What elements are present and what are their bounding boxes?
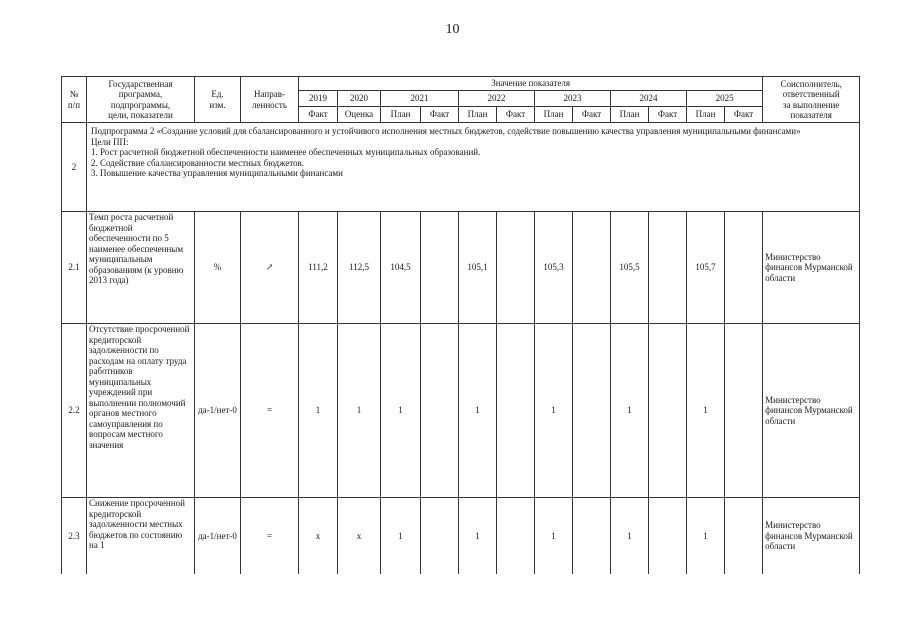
row-value: 1 [611, 498, 649, 574]
row-value [725, 324, 763, 498]
row-direction: ↗ [241, 212, 299, 324]
row-num: 2.1 [62, 212, 87, 324]
header-year-2023: 2023 [535, 91, 611, 107]
row-direction: = [241, 498, 299, 574]
row-num: 2.3 [62, 498, 87, 574]
row-value [649, 324, 687, 498]
header-sub: План [381, 107, 421, 123]
row-value: 1 [338, 324, 381, 498]
header-sub: План [535, 107, 573, 123]
header-name: Государственная программа, подпрограммы, цели, показатели [87, 77, 195, 123]
row-value: 111,2 [299, 212, 338, 324]
row-value [421, 212, 459, 324]
row-responsible: Министерство финансов Мурманской области [763, 324, 860, 498]
row-value: х [338, 498, 381, 574]
row-value [421, 498, 459, 574]
header-sub: Оценка [338, 107, 381, 123]
row-value: 112,5 [338, 212, 381, 324]
table-row [62, 498, 860, 574]
row-value [649, 498, 687, 574]
row-value [497, 498, 535, 574]
row-value: 105,7 [687, 212, 725, 324]
row-unit: да-1/нет-0 [195, 498, 241, 574]
subprogram-row [62, 123, 860, 212]
row-value: 1 [687, 324, 725, 498]
subprogram-num: 2 [62, 123, 87, 212]
row-responsible: Министерство финансов Мурманской области [763, 498, 860, 574]
header-sub: План [459, 107, 497, 123]
indicator-table [61, 76, 860, 574]
row-value: 1 [535, 324, 573, 498]
row-value: 1 [381, 324, 421, 498]
row-value: 1 [381, 498, 421, 574]
header-year-2019: 2019 [299, 91, 338, 107]
row-value [573, 324, 611, 498]
header-direction: Направ- ленность [241, 77, 299, 123]
row-value [573, 498, 611, 574]
row-unit: % [195, 212, 241, 324]
row-value [725, 498, 763, 574]
header-year-2020: 2020 [338, 91, 381, 107]
header-year-2024: 2024 [611, 91, 687, 107]
header-sub: План [611, 107, 649, 123]
header-sub: План [687, 107, 725, 123]
header-sub: Факт [573, 107, 611, 123]
header-responsible: Соисполнитель, ответственный за выполнение показателя [763, 77, 860, 123]
header-sub: Факт [497, 107, 535, 123]
row-value [497, 324, 535, 498]
row-direction: = [241, 324, 299, 498]
subprogram-text: Подпрограмма 2 «Создание условий для сбалансированного и устойчивого исполнения местных бюджетов, содействие повышению качества управления муниципальными финансами» Цели ПП: 1. Рост расчетной бюджетной обеспеченности наименее обеспеченных муниципальных образований. 2. Содействие сбалансированности местных бюджетов. 3. Повышение качества управления муниципальными финансами [87, 123, 860, 212]
header-year-2021: 2021 [381, 91, 459, 107]
row-indicator-name: Отсутствие просроченной кредиторской задолженности по расходам на оплату труда работников муниципальных учреждений при выполнении полномочий органов местного самоуправления по вопросам местного значения [87, 324, 195, 498]
header-num: № п/п [62, 77, 87, 123]
row-value: 104,5 [381, 212, 421, 324]
row-responsible: Министерство финансов Мурманской области [763, 212, 860, 324]
row-value [421, 324, 459, 498]
row-indicator-name: Темп роста расчетной бюджетной обеспеченности по 5 наименее обеспеченным муниципальным образованиям (к уровню 2013 года) [87, 212, 195, 324]
row-indicator-name: Снижение просроченной кредиторской задолженности местных бюджетов по состоянию на 1 [87, 498, 195, 574]
header-value-group: Значение показателя [299, 77, 763, 91]
row-value: х [299, 498, 338, 574]
header-year-2022: 2022 [459, 91, 535, 107]
row-value: 1 [459, 324, 497, 498]
header-sub: Факт [649, 107, 687, 123]
page-number: 10 [445, 22, 460, 37]
row-value: 1 [459, 498, 497, 574]
row-value [725, 212, 763, 324]
header-sub: Факт [725, 107, 763, 123]
row-value: 1 [535, 498, 573, 574]
row-value: 105,5 [611, 212, 649, 324]
row-num: 2.2 [62, 324, 87, 498]
table-row [62, 212, 860, 324]
row-value [497, 212, 535, 324]
row-value: 1 [611, 324, 649, 498]
row-value: 105,1 [459, 212, 497, 324]
row-value: 105,3 [535, 212, 573, 324]
header-sub: Факт [299, 107, 338, 123]
table-row [62, 324, 860, 498]
header-unit: Ед. изм. [195, 77, 241, 123]
row-value [573, 212, 611, 324]
row-value [649, 212, 687, 324]
header-sub: Факт [421, 107, 459, 123]
row-unit: да-1/нет-0 [195, 324, 241, 498]
row-value: 1 [299, 324, 338, 498]
header-year-2025: 2025 [687, 91, 763, 107]
row-value: 1 [687, 498, 725, 574]
